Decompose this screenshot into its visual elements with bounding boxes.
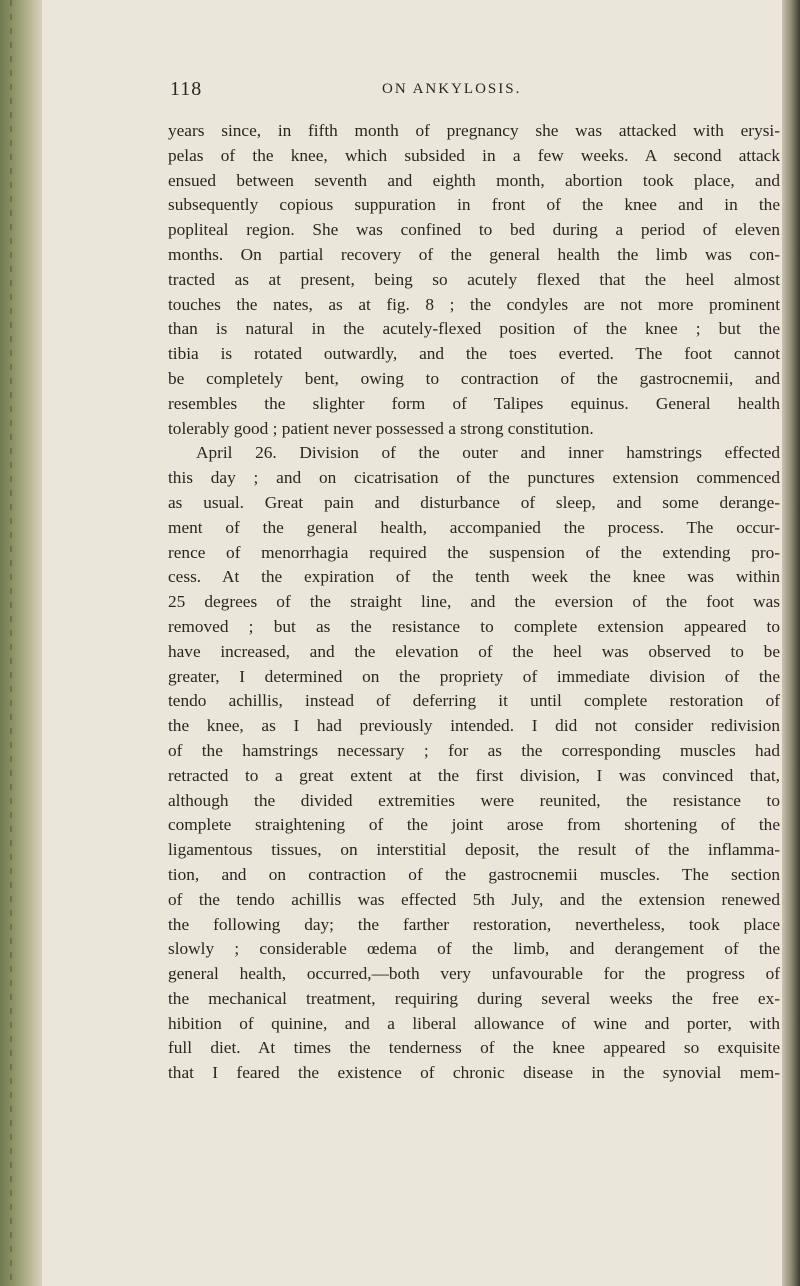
text-line: the mechanical treatment, requiring during several weeks the free ex- — [168, 988, 780, 1008]
text-line: tibia is rotated outwardly, and the toes everted. The foot cannot — [168, 344, 780, 364]
text-line: tendo achillis, instead of deferring it until complete restoration of — [168, 691, 780, 711]
text-line: rence of menorrhagia required the suspension of the extending pro- — [168, 542, 780, 562]
text-line: retracted to a great extent at the first division, I was convinced that, — [168, 765, 780, 785]
running-title: ON ANKYLOSIS. — [382, 81, 522, 97]
text-line: be completely bent, owing to contraction of the gastrocnemii, and — [168, 368, 780, 388]
text-line: that I feared the existence of chronic disease in the synovial mem- — [168, 1063, 780, 1083]
text-line: resembles the slighter form of Talipes equinus. General health — [168, 393, 780, 413]
text-line: tracted as at present, being so acutely flexed that the heel almost — [168, 269, 780, 289]
text-line: this day ; and on cicatrisation of the punctures extension commenced — [168, 468, 780, 488]
page-edge-shadow — [782, 0, 800, 1286]
text-line: the following day; the farther restoration, nevertheless, took place — [168, 914, 780, 934]
text-line: complete straightening of the joint arose from shortening of the — [168, 815, 780, 835]
text-line: months. On partial recovery of the general health the limb was con- — [168, 244, 780, 264]
text-line: than is natural in the acutely-flexed position of the knee ; but the — [168, 319, 780, 339]
text-line: have increased, and the elevation of the heel was observed to be — [168, 641, 780, 661]
text-line: tolerably good ; patient never possessed a strong constitution. — [168, 418, 594, 438]
text-line: of the tendo achillis was effected 5th July, and the extension renewed — [168, 889, 780, 909]
text-line: although the divided extremities were reunited, the resistance to — [168, 790, 780, 810]
text-line: pelas of the knee, which subsided in a few weeks. A second attack — [168, 145, 780, 165]
text-line: tion, and on contraction of the gastrocnemii muscles. The section — [168, 864, 780, 884]
text-line: cess. At the expiration of the tenth week the knee was within — [168, 567, 780, 587]
text-line: popliteal region. She was confined to bed during a period of eleven — [168, 220, 780, 240]
text-line: of the hamstrings necessary ; for as the corresponding muscles had — [168, 740, 780, 760]
text-line: April 26. Division of the outer and inner hamstrings effected — [196, 443, 780, 463]
text-line: ligamentous tissues, on interstitial deposit, the result of the inflamma- — [168, 840, 780, 860]
text-line: ensued between seventh and eighth month, abortion took place, and — [168, 170, 780, 190]
text-line: hibition of quinine, and a liberal allowance of wine and porter, with — [168, 1013, 780, 1033]
text-line: slowly ; considerable œdema of the limb, and derangement of the — [168, 939, 780, 959]
text-line: removed ; but as the resistance to complete extension appeared to — [168, 616, 780, 636]
text-line: subsequently copious suppuration in front of the knee and in the — [168, 195, 780, 215]
text-line: greater, I determined on the propriety of immediate division of the — [168, 666, 780, 686]
page-number: 118 — [170, 78, 203, 100]
text-line: 25 degrees of the straight line, and the eversion of the foot was — [168, 592, 780, 612]
text-line: ment of the general health, accompanied the process. The occur- — [168, 517, 780, 537]
text-line: the knee, as I had previously intended. I did not consider redivision — [168, 716, 780, 736]
text-line: touches the nates, as at fig. 8 ; the condyles are not more prominent — [168, 294, 780, 314]
text-line: as usual. Great pain and disturbance of sleep, and some derange- — [168, 492, 780, 512]
text-line: years since, in fifth month of pregnancy she was attacked with erysi- — [168, 121, 780, 140]
binding-gutter — [0, 0, 42, 1286]
body-text — [168, 119, 780, 1086]
running-head — [170, 78, 730, 100]
text-line: general health, occurred,—both very unfavourable for the progress of — [168, 964, 780, 984]
text-line: full diet. At times the tenderness of the knee appeared so exquisite — [168, 1038, 780, 1058]
